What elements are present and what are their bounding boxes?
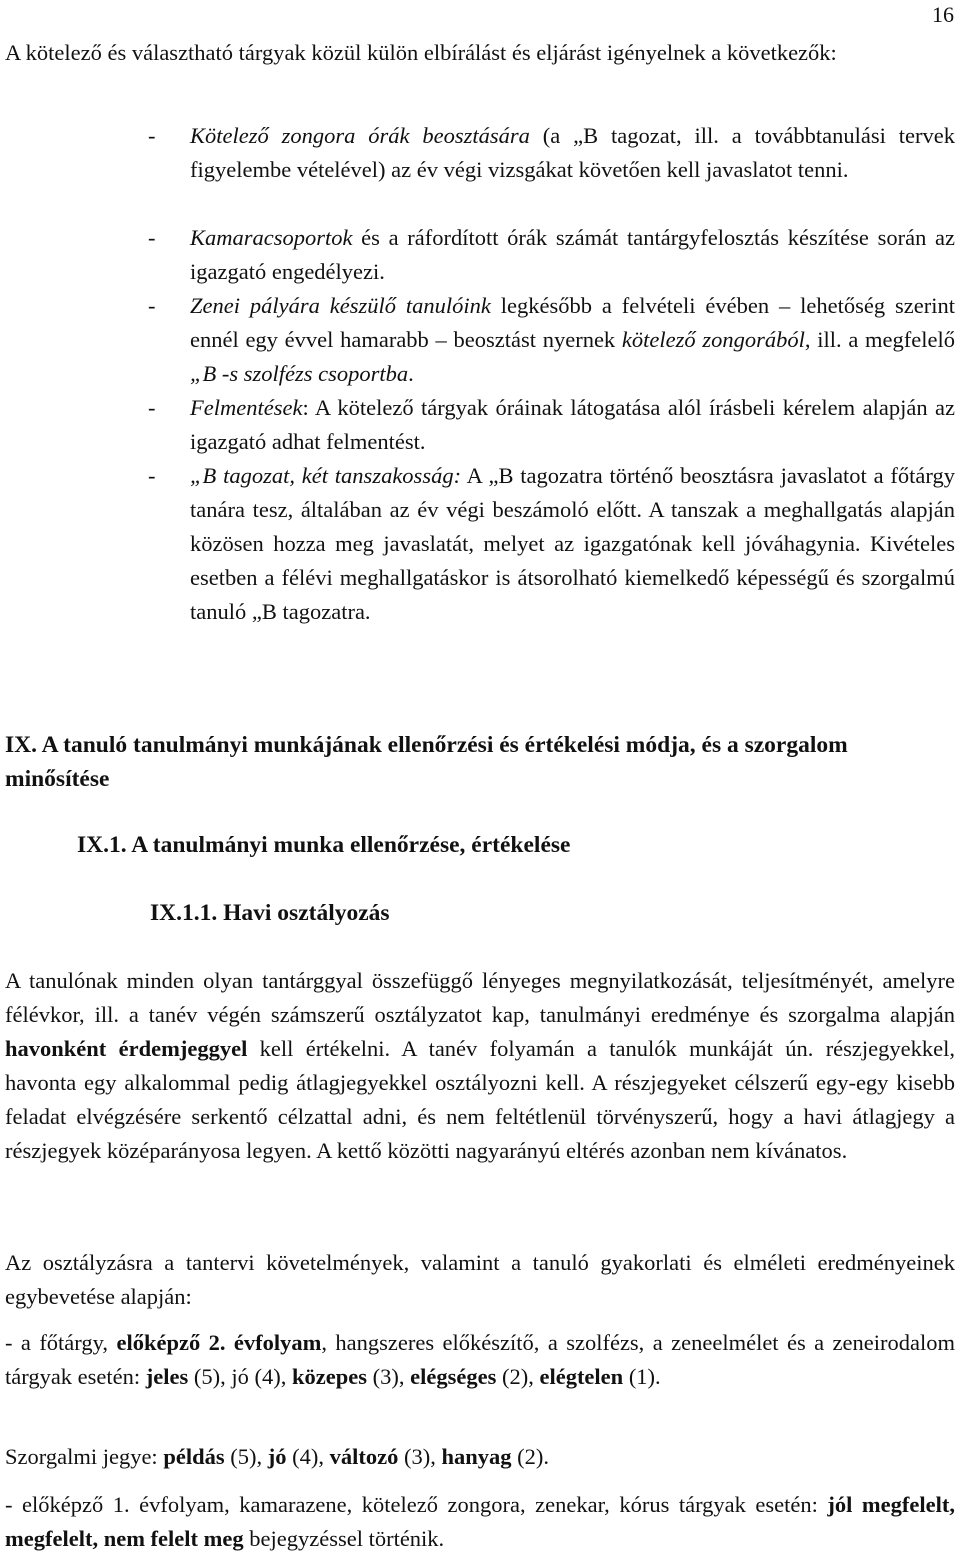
- bullet-item: - „B tagozat, két tanszakosság: A „B tagozatra történő beosztásra javaslatot a főtárgy tanára tesz, általában az év végi beszámoló előtt. A tanszak a meghallgatás alapján közösen hozza meg javaslatát, melyet az igazgatónak kell jóváhagynia. Kivételes esetben a félévi meghallgatáskor is átsorolható kiemelkedő képességű és szorgalmú tanuló „B tagozatra.: [148, 459, 955, 629]
- bullet-dash: -: [148, 293, 156, 318]
- bullet-term: kötelező zongorából: [621, 327, 805, 352]
- bullet-dash: -: [148, 225, 156, 250]
- diligence-paragraph: Szorgalmi jegye: példás (5), jó (4), változó (3), hanyag (2).: [5, 1444, 549, 1469]
- bullet-item: - Zenei pályára készülő tanulóink legkésőbb a felvételi évében – lehetőség szerint ennél egy évvel hamarabb – beosztást nyernek kötelező zongorából, ill. a megfelelő „B -s szolfézs csoportba.: [148, 289, 955, 391]
- bullet-item: - Felmentések: A kötelező tárgyak óráinak látogatása alól írásbeli kérelem alapján az igazgató adhat felmentést.: [148, 391, 955, 459]
- evaluation-paragraph: - előképző 1. évfolyam, kamarazene, kötelező zongora, zenekar, kórus tárgyak esetén: jól megfelelt, megfelelt, nem felelt meg bejegyzéssel történik.: [5, 1492, 955, 1551]
- intro-paragraph: A kötelező és választható tárgyak közül külön elbírálást és eljárást igényelnek a következők:: [5, 40, 837, 65]
- page-number: 16: [932, 2, 954, 27]
- subsection-heading: IX.1. A tanulmányi munka ellenőrzése, értékelése: [77, 832, 571, 858]
- section-heading: IX. A tanuló tanulmányi munkájának ellenőrzési és értékelési módja, és a szorgalom minősítése: [5, 732, 848, 792]
- bullet-term: Kötelező zongora órák beosztására: [190, 123, 530, 148]
- bullet-term: Zenei pályára készülő tanulóink: [190, 293, 491, 318]
- body-paragraph: Az osztályzásra a tantervi követelmények, valamint a tanuló gyakorlati és elméleti eredményeinek egybevetése alapján:: [5, 1250, 955, 1309]
- bullet-term: Kamaracsoportok: [190, 225, 353, 250]
- subsubsection-heading: IX.1.1. Havi osztályozás: [150, 900, 390, 926]
- bullet-term: Felmentések: [190, 395, 303, 420]
- bullet-term: „B -s szolfézs csoportba: [190, 361, 409, 386]
- bullet-item: - Kamaracsoportok és a ráfordított órák számát tantárgyfelosztás készítése során az igazgató engedélyezi.: [148, 221, 955, 289]
- grading-paragraph: - a főtárgy, előképző 2. évfolyam, hangszeres előkészítő, a szolfézs, a zeneelmélet és a zeneirodalom tárgyak esetén: jeles (5), jó (4), közepes (3), elégséges (2), elégtelen (1).: [5, 1330, 955, 1389]
- bullet-dash: -: [148, 463, 156, 488]
- body-paragraph: A tanulónak minden olyan tantárggyal összefüggő lényeges megnyilatkozását, teljesítményét, amelyre félévkor, ill. a tanév végén számszerű osztályzatot kap, tanulmányi eredménye és szorgalma alapján havonként érdemjeggyel kell értékelni. A tanév folyamán a tanulók munkáját ún. részjegyekkel, havonta egy alkalommal pedig átlagjegyekkel osztályozni kell. A részjegyeket célszerű egy-egy kisebb feladat elvégzésére serkentő célzattal adni, és nem feltétlenül törvényszerű, hogy a havi átlagjegy a részjegyek középarányosa legyen. A kettő közötti nagyarányú eltérés azonban nem kívánatos.: [5, 968, 956, 1163]
- bullet-dash: -: [148, 123, 156, 148]
- bullet-dash: -: [148, 395, 156, 420]
- bullet-term: „B tagozat, két tanszakosság:: [190, 463, 462, 488]
- bullet-item: - Kötelező zongora órák beosztására (a „B tagozat, ill. a továbbtanulási tervek figyelembe vételével) az év végi vizsgákat követően kell javaslatot tenni.: [148, 119, 955, 187]
